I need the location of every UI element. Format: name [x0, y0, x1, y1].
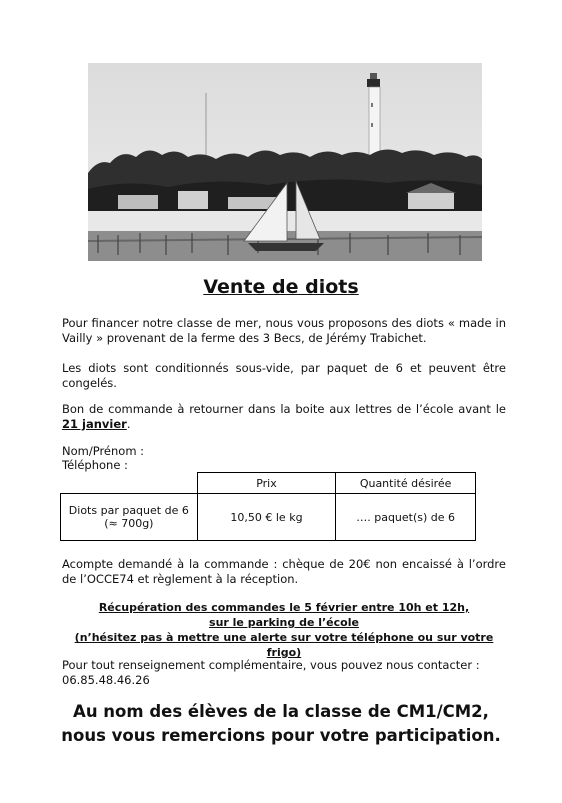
- collection-reminder: (n’hésitez pas à mettre une alerte sur votre téléphone ou sur votre frigo): [74, 631, 494, 659]
- intro-paragraph: Pour financer notre classe de mer, nous vous proposons des diots « made in Vailly » provenant de la ferme des 3 Becs, de Jérémy Trabichet.: [62, 316, 506, 345]
- order-table-row: [61, 494, 476, 541]
- order-table-header-row: [61, 473, 476, 494]
- thanks-line-2: nous vous remercions pour votre participation.: [61, 726, 501, 745]
- collection-place: sur le parking de l’école: [209, 616, 359, 629]
- thanks-message: [0, 700, 562, 748]
- lighthouse-icon: [367, 73, 380, 155]
- packaging-paragraph: Les diots sont conditionnés sous-vide, par paquet de 6 et peuvent être congelés.: [62, 361, 506, 390]
- thanks-line-1: Au nom des élèves de la classe de CM1/CM2,: [73, 702, 489, 721]
- order-deadline: 21 janvier: [62, 417, 127, 431]
- order-table-header-cell: Prix: [197, 473, 336, 494]
- contact-paragraph: [62, 658, 506, 688]
- price-cell: 10,50 € le kg: [197, 494, 336, 541]
- order-instructions-paragraph: [62, 402, 506, 432]
- contact-text: Pour tout renseignement complémentaire, vous pouvez nous contacter :: [62, 658, 480, 672]
- phone-field-label: Téléphone :: [62, 458, 128, 472]
- order-instructions-text: Bon de commande à retourner dans la boite aux lettres de l’école avant le: [62, 402, 506, 416]
- deposit-paragraph: Acompte demandé à la commande : chèque de 20€ non encaissé à l’ordre de l’OCCE74 et règlement à la réception.: [62, 557, 506, 586]
- order-instructions-end: .: [126, 417, 131, 431]
- page-title: Vente de diots: [203, 276, 359, 298]
- collection-notice: [62, 600, 506, 660]
- name-field-label: Nom/Prénom :: [62, 444, 145, 458]
- order-table-header-cell: Quantité désirée: [336, 473, 476, 494]
- product-cell: [61, 494, 198, 541]
- quantity-cell[interactable]: …. paquet(s) de 6: [336, 494, 476, 541]
- order-table-header-cell: [61, 473, 198, 494]
- order-table: [60, 472, 476, 541]
- lighthouse-sailboat-photo: [88, 63, 482, 261]
- contact-phone: 06.85.48.46.26: [62, 673, 150, 687]
- header-photo: [88, 63, 482, 261]
- collection-date: Récupération des commandes le 5 février entre 10h et 12h,: [98, 601, 470, 614]
- product-name: Diots par paquet de 6: [68, 504, 189, 517]
- product-weight: (≈ 700g): [104, 517, 154, 530]
